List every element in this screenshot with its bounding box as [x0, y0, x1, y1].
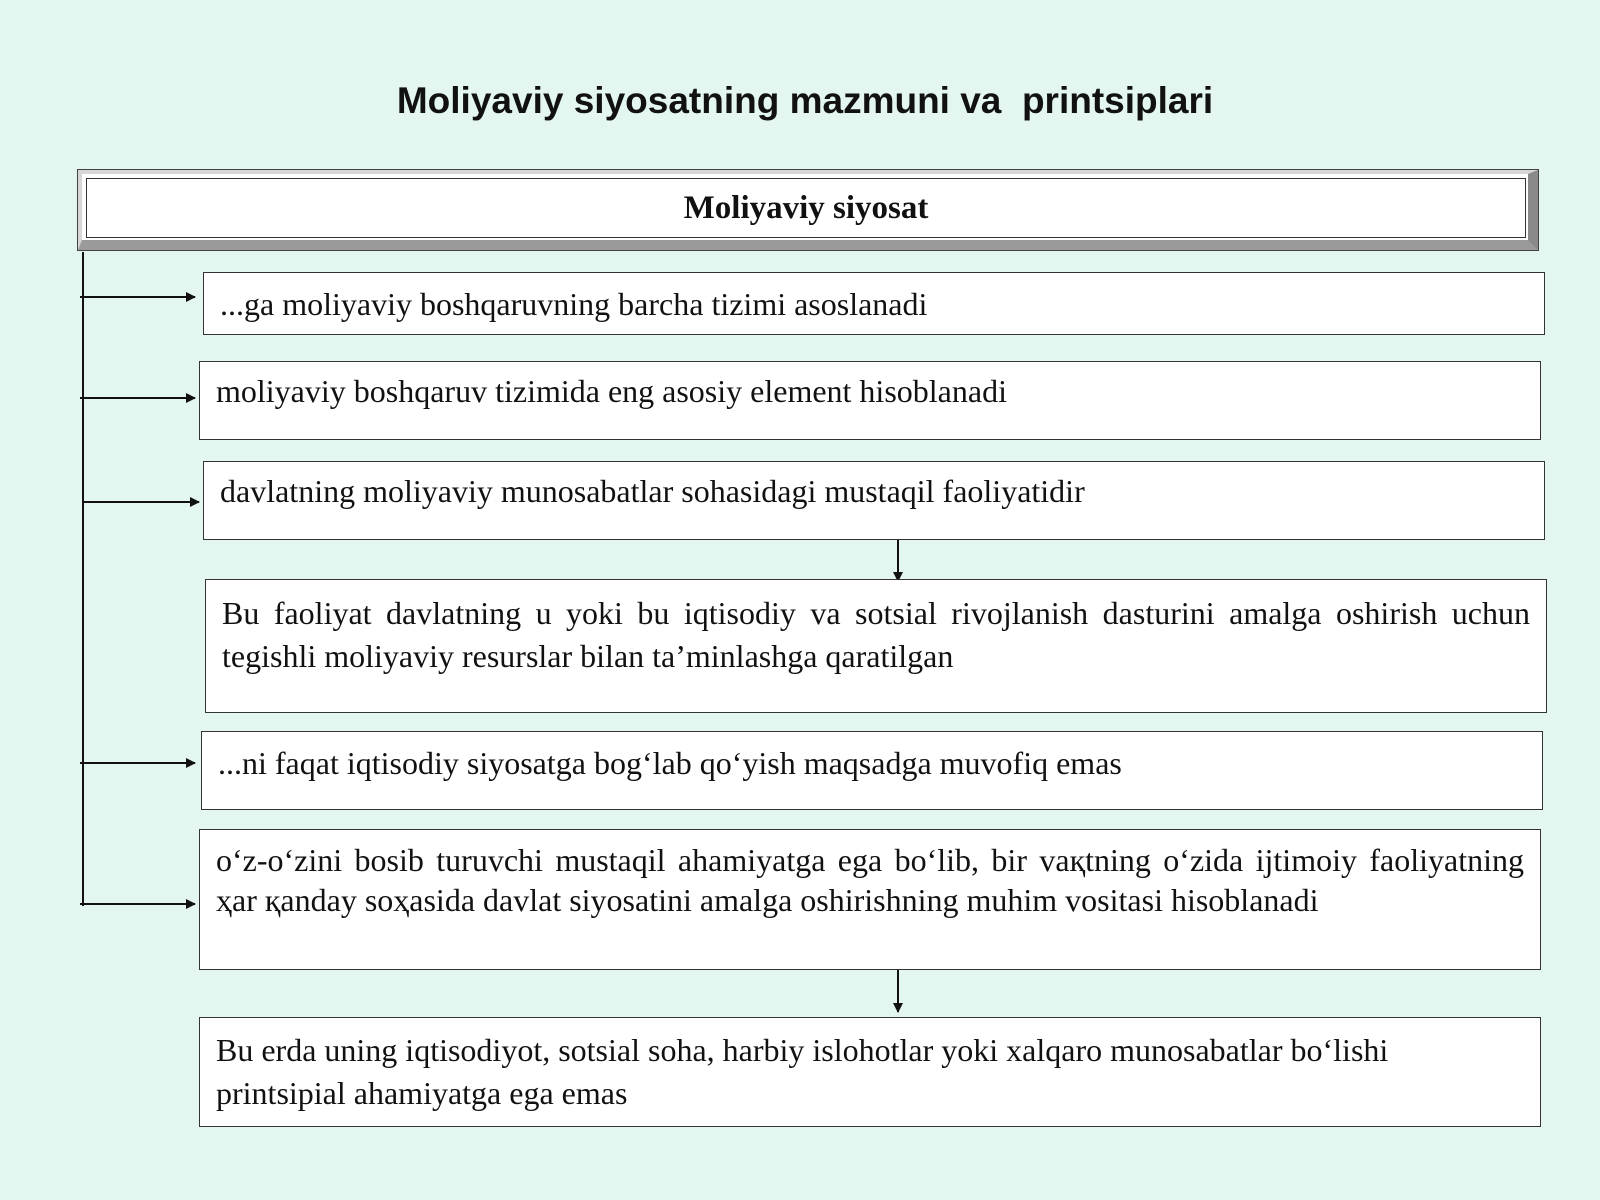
statement-text-4: Bu faoliyat davlatning u yoki bu iqtisodiy va sotsial rivojlanish dasturini amalga oshirish uchun tegishli moliyaviy resurslar bilan ta’minlashga qaratilgan	[222, 595, 1530, 674]
statement-text-2: moliyaviy boshqaruv tizimida eng asosiy element hisoblanadi	[216, 373, 1007, 409]
slide-title: Moliyaviy siyosatning mazmuni va printsiplari	[396, 80, 1214, 121]
statement-box-2	[199, 361, 1541, 440]
statement-text-3: davlatning moliyaviy munosabatlar sohasidagi mustaqil faoliyatidir	[220, 473, 1085, 509]
statement-text-7: Bu erda uning iqtisodiyot, sotsial soha, harbiy islohotlar yoki xalqaro munosabatlar bo‘lishi printsipial ahamiyatga ega emas	[216, 1032, 1389, 1111]
statement-box-4	[205, 579, 1547, 713]
header-label: Moliyaviy siyosat	[86, 178, 1526, 238]
statement-box-3	[203, 461, 1545, 540]
statement-box-7	[199, 1017, 1541, 1127]
statement-text-1: ...ga moliyaviy boshqaruvning barcha tizimi asoslanadi	[220, 286, 928, 322]
statement-text-5: ...ni faqat iqtisodiy siyosatga bog‘lab qo‘yish maqsadga muvofiq emas	[218, 745, 1122, 781]
statement-text-6: o‘z-o‘zini bosib turuvchi mustaqil ahamiyatga ega bo‘lib, bir vaқtning o‘zida ijtimoiy faoliyatning ҳar қanday soҳasida davlat siyosatini amalga oshirishning muhim vositasi hisoblanadi	[216, 842, 1524, 918]
statement-box-1	[203, 272, 1545, 335]
header-box	[78, 170, 1538, 250]
statement-box-5	[201, 731, 1543, 810]
statement-box-6	[199, 829, 1541, 970]
